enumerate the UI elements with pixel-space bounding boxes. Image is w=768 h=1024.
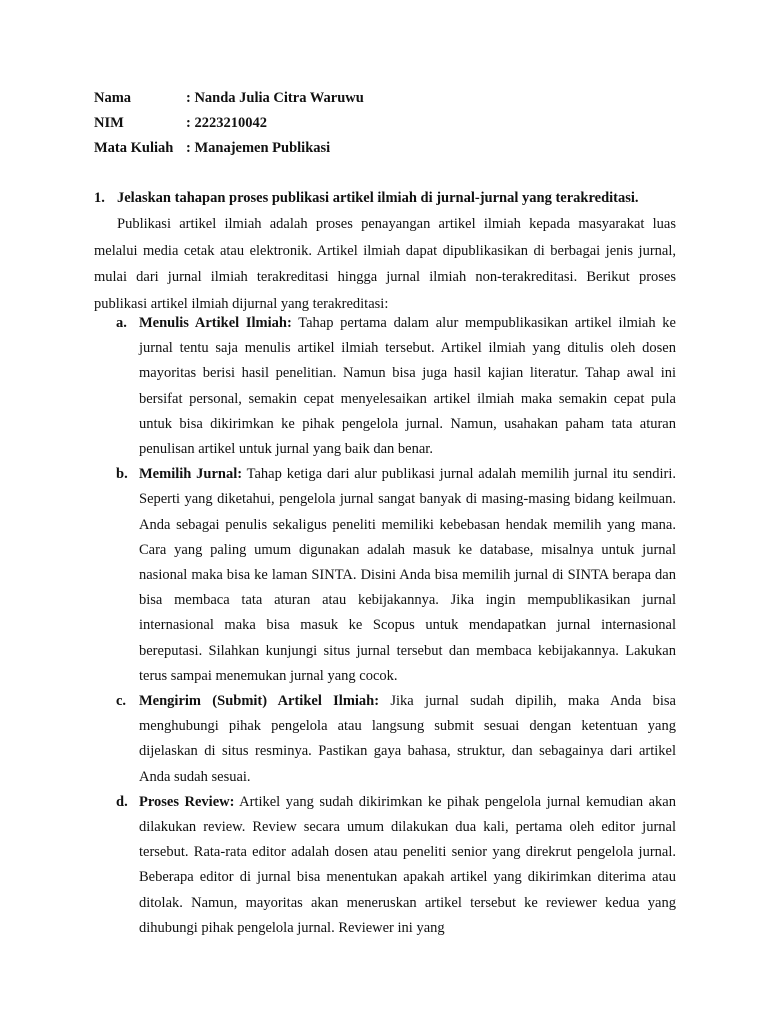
item-letter: a. (116, 315, 127, 331)
item-letter: b. (116, 466, 128, 483)
info-row-nim (94, 111, 364, 136)
item-heading: Mengirim (Submit) Artikel Ilmiah: (139, 693, 380, 710)
info-value: : Nanda Julia Citra Waruwu (186, 90, 364, 106)
info-value: : 2223210042 (186, 115, 267, 131)
list-item (94, 462, 676, 689)
item-letter: d. (116, 793, 128, 810)
item-body: Tahap ketiga dari alur publikasi jurnal adalah memilih jurnal itu sendiri. Seperti yang diketahui, pengelola jurnal sangat banyak di masing-masing bidang keilmuan. Anda sebagai penulis sekaligus peneliti memiliki kebebasan hendak memilih yang mana. Cara yang paling umum digunakan adalah masuk ke database, misalnya untuk jurnal nasional maka bisa ke laman SINTA. Disini Anda bisa memilih jurnal di SINTA berapa dan bisa membaca tata aturan atau kebijakannya. Jika ingin mempublikasikan jurnal internasional maka bisa masuk ke Scopus untuk mendapatkan jurnal internasional bereputasi. Silahkan kunjungi situs jurnal tersebut dan membaca kebijakannya. Lakukan terus sampai menemukan jurnal yang cocok. (139, 466, 676, 684)
item-heading: Menulis Artikel Ilmiah: (139, 315, 292, 331)
info-row-nama (94, 86, 364, 111)
item-heading: Proses Review: (139, 793, 235, 810)
info-label: Mata Kuliah (94, 140, 174, 156)
item-letter: c. (116, 693, 127, 710)
item-body: Artikel yang sudah dikirimkan ke pihak pengelola jurnal kemudian akan dilakukan review. Review secara umum dilakukan dua kali, pertama oleh editor jurnal tersebut. Rata-rata editor adalah dosen atau peneliti senior yang direkrut pengelola jurnal. Beberapa editor di jurnal bisa menentukan apakah artikel yang dikirimkan diterima atau ditolak. Namun, mayoritas akan meneruskan artikel tersebut ke reviewer kedua yang dihubungi pihak pengelola jurnal. Reviewer ini yang (139, 793, 676, 936)
question-text: Jelaskan tahapan proses publikasi artikel ilmiah di jurnal-jurnal yang terakreditasi. (117, 190, 639, 206)
info-value: : Manajemen Publikasi (186, 140, 331, 156)
question-number: 1. (94, 190, 105, 206)
item-body: Tahap pertama dalam alur mempublikasikan artikel ilmiah ke jurnal tentu saja menulis artikel ilmiah tersebut. Artikel ilmiah yang ditulis oleh dosen mayoritas berisi hasil penelitian. Namun bisa juga hasil kajian literatur. Tahap awal ini bersifat personal, semakin cepat menyelesaikan artikel ilmiah maka semakin cepat pula untuk bisa dikirimkan ke pihak pengelola jurnal. Namun, usahakan paham tata aturan penulisan artikel untuk jurnal yang baik dan benar. (139, 315, 676, 458)
info-row-mata-kuliah (94, 136, 364, 161)
intro-paragraph: Publikasi artikel ilmiah adalah proses penayangan artikel ilmiah kepada masyarakat luas melalui media cetak atau elektronik. Artikel ilmiah dapat dipublikasikan di berbagai jenis jurnal, mulai dari jurnal ilmiah terakreditasi hingga jurnal ilmiah non-terakreditasi. Berikut proses publikasi artikel ilmiah dijurnal yang terakreditasi: (94, 216, 676, 312)
list-item (94, 790, 676, 941)
info-label: NIM (94, 115, 124, 131)
steps-list (94, 311, 676, 941)
item-heading: Memilih Jurnal: (139, 466, 243, 483)
student-info (94, 86, 364, 161)
info-label: Nama (94, 90, 132, 106)
question-heading (94, 186, 676, 211)
item-body: Jika jurnal sudah dipilih, maka Anda bisa menghubungi pihak pengelola atau langsung submit sesuai dengan ketentuan yang dijelaskan di situs resminya. Pastikan gaya bahasa, struktur, dan sebagainya dari artikel Anda sudah sesuai. (139, 693, 676, 785)
list-item (94, 311, 676, 462)
list-item (94, 689, 676, 790)
